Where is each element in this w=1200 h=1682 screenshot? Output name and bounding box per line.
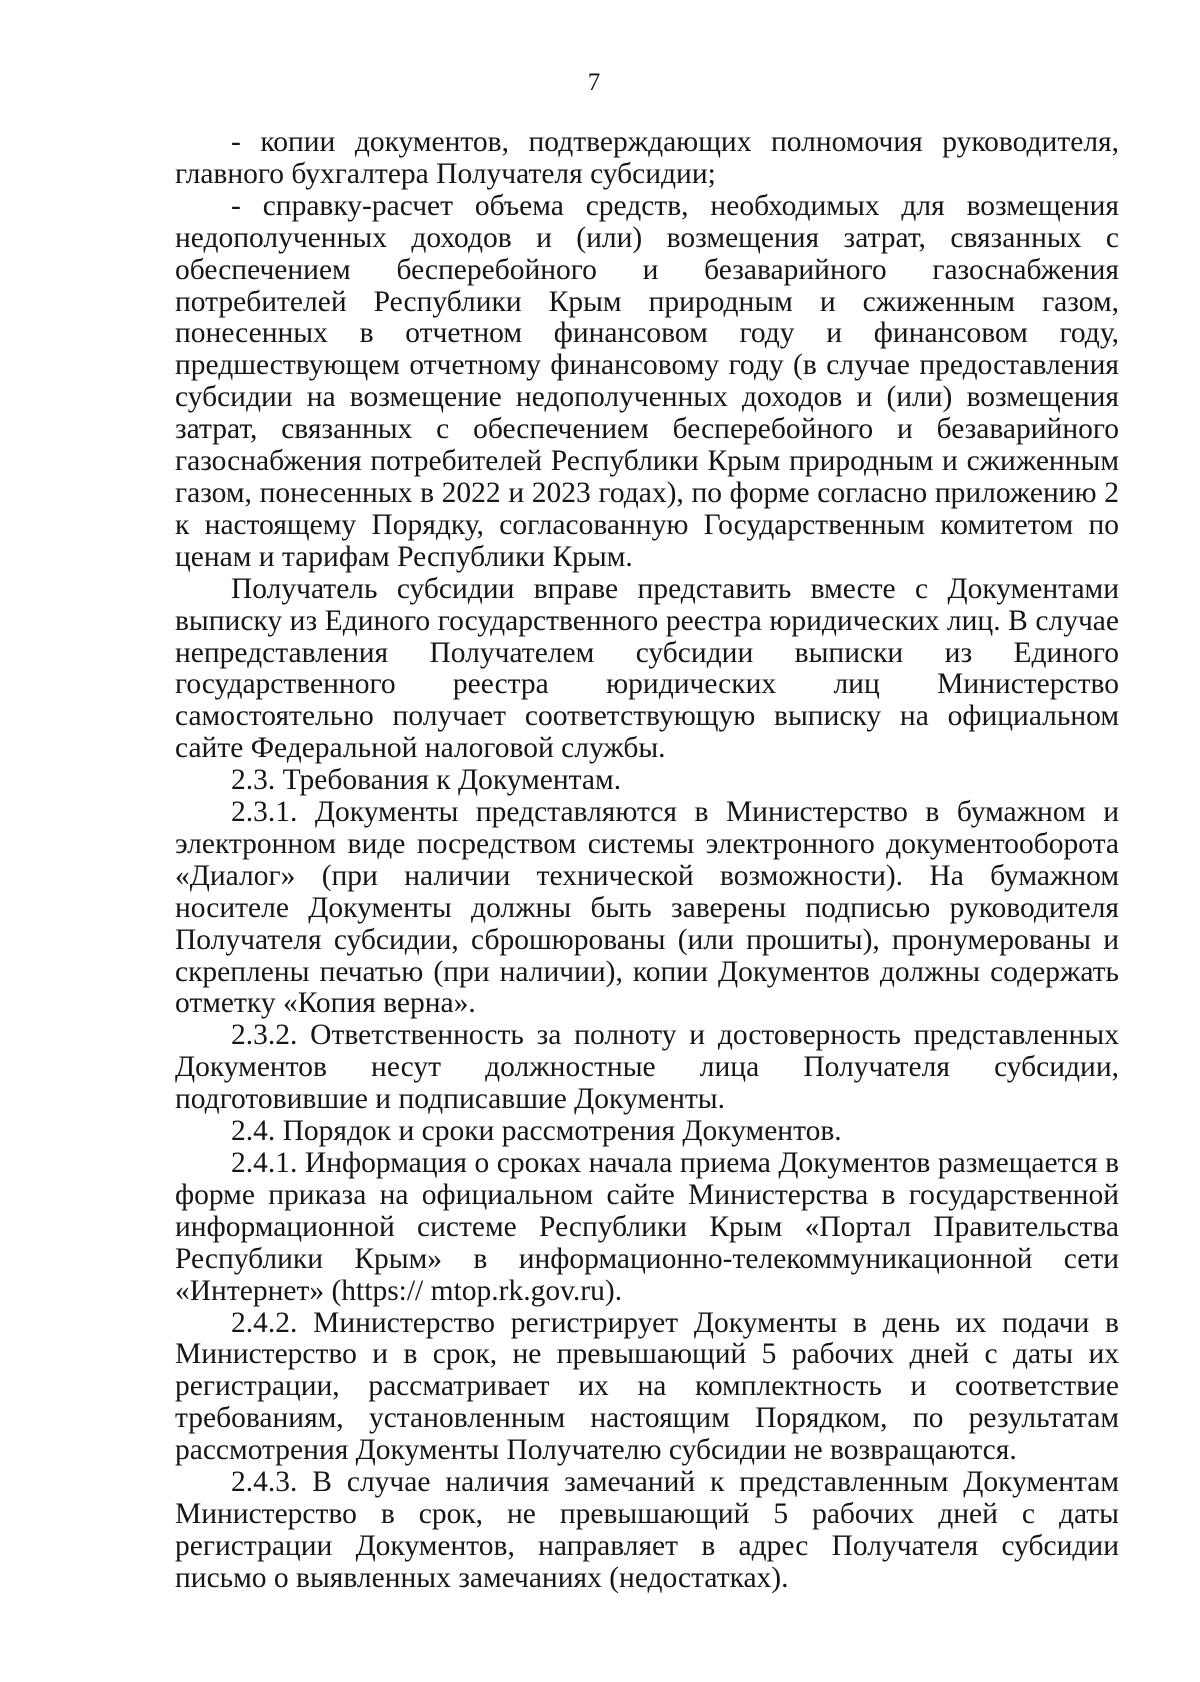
- paragraph-2-4-2: 2.4.2. Министерство регистрирует Документы в день их подачи в Министерство и в срок, не превышающий 5 рабочих дней с даты их регистрации, рассматривает их на комплектность и соответствие требованиям, установленным настоящим Порядком, по результатам рассмотрения Документы Получателю субсидии не возвращаются.: [175, 1306, 1119, 1467]
- list-item-copies: - копии документов, подтверждающих полномочия руководителя, главного бухгалтера Получателя субсидии;: [175, 126, 1119, 190]
- paragraph-2-4-1: 2.4.1. Информация о сроках начала приема Документов размещается в форме приказа на официальном сайте Министерства в государственной информационной системе Республики Крым «Портал Правительства Республики Крым» в информационно-телекоммуникационной сети «Интернет» (https:// mtop.rk.gov.ru).: [175, 1147, 1119, 1307]
- section-heading-2-4: 2.4. Порядок и сроки рассмотрения Документов.: [231, 1115, 842, 1148]
- section-heading-2-3: 2.3. Требования к Документам.: [231, 764, 622, 797]
- page-number: 7: [587, 69, 601, 96]
- document-body: [175, 127, 1119, 1595]
- paragraph-2-3-2: 2.3.2. Ответственность за полноту и достоверность представленных Документов несут должностные лица Получателя субсидии, подготовившие и подписавшие Документы.: [175, 1019, 1119, 1116]
- list-item-calculation: - справку-расчет объема средств, необходимых для возмещения недополученных доходов и (или) возмещения затрат, связанных с обеспечением бесперебойного и безаварийного газоснабжения потребителей Республики Крым природным и сжиженным газом, понесенных в отчетном финансовом году и финансовом году, предшествующем отчетному финансовому году (в случае предоставления субсидии на возмещение недополученных доходов и (или) возмещения затрат, связанных с обеспечением бесперебойного и безаварийного газоснабжения потребителей Республики Крым природным и сжиженным газом, понесенных в 2022 и 2023 годах), по форме согласно приложению 2 к настоящему Порядку, согласованную Государственным комитетом по ценам и тарифам Республики Крым.: [175, 189, 1119, 573]
- paragraph-egrul-extract: Получатель субсидии вправе представить вместе с Документами выписку из Единого государственного реестра юридических лиц. В случае непредставления Получателем субсидии выписки из Единого государственного реестра юридических лиц Министерство самостоятельно получает соответствующую выписку на официальном сайте Федеральной налоговой службы.: [175, 572, 1119, 765]
- paragraph-2-3-1: 2.3.1. Документы представляются в Министерство в бумажном и электронном виде посредством системы электронного документооборота «Диалог» (при наличии технической возможности). На бумажном носителе Документы должны быть заверены подписью руководителя Получателя субсидии, сброшюрованы (или прошиты), пронумерованы и скреплены печатью (при наличии), копии Документов должны содержать отметку «Копия верна».: [175, 796, 1119, 1020]
- paragraph-2-4-3: 2.4.3. В случае наличия замечаний к представленным Документам Министерство в срок, не превышающий 5 рабочих дней с даты регистрации Документов, направляет в адрес Получателя субсидии письмо о выявленных замечаниях (недостатках).: [175, 1466, 1119, 1594]
